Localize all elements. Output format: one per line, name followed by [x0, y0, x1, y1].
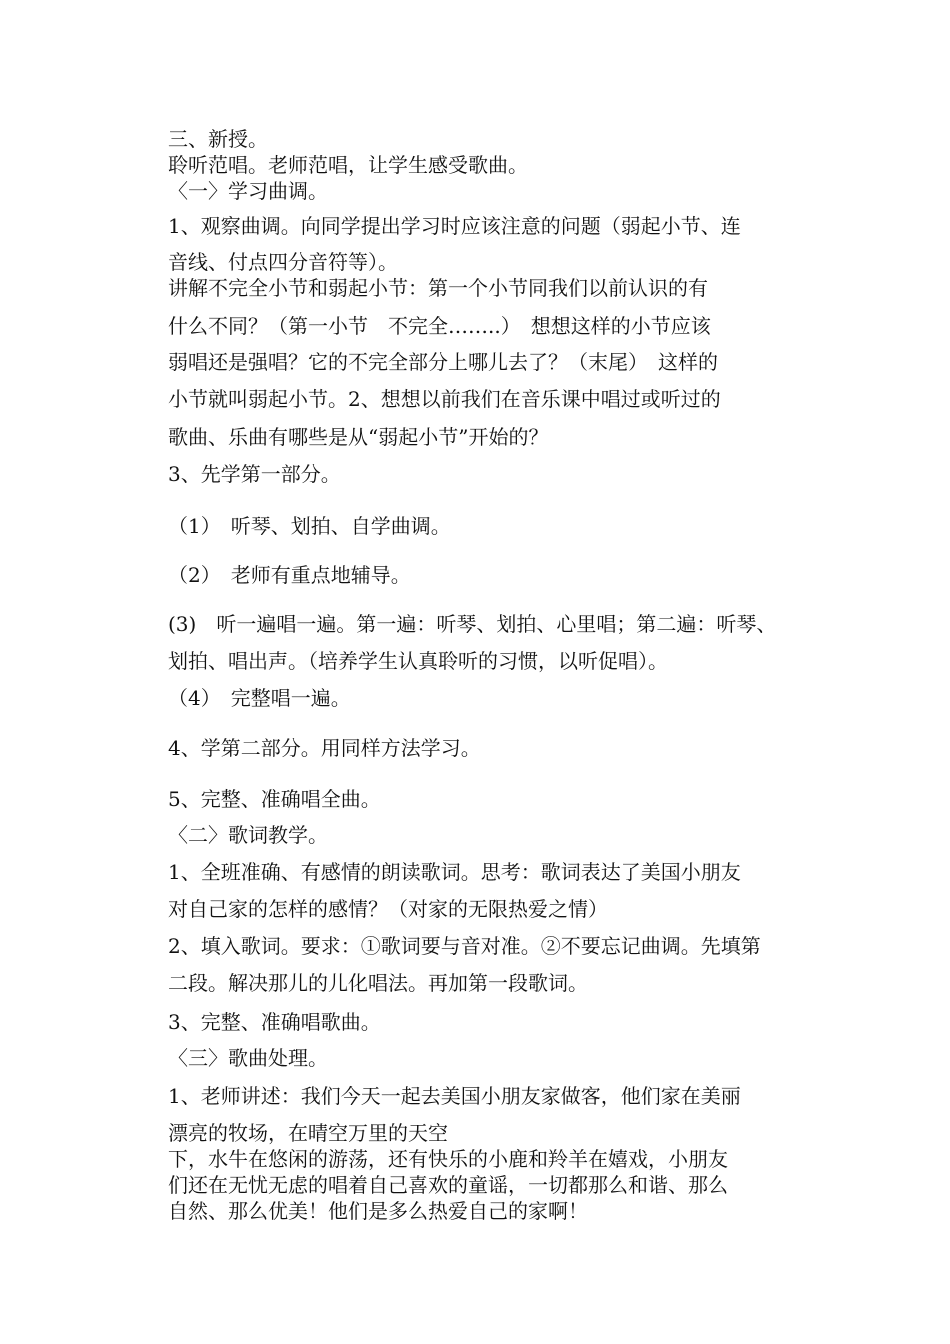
list-item: （2） 老师有重点地辅导。 [168, 563, 411, 587]
text-line: 二段。解决那儿的儿化唱法。再加第一段歌词。 [168, 971, 588, 995]
text-line: 漂亮的牧场，在晴空万里的天空 [168, 1121, 448, 1145]
text-line: 聆听范唱。老师范唱，让学生感受歌曲。 [168, 153, 528, 177]
text-line: 自然、那么优美！他们是多么热爱自己的家啊！ [168, 1199, 588, 1223]
subsection-heading: 〈一〉学习曲调。 [168, 179, 328, 203]
text-line: 1、全班准确、有感情的朗读歌词。思考：歌词表达了美国小朋友 [168, 860, 741, 884]
subsection-heading: 〈三〉歌曲处理。 [168, 1046, 328, 1070]
text-line: 音线、付点四分音符等）。 [168, 250, 398, 274]
text-line: 歌曲、乐曲有哪些是从“弱起小节”开始的？ [168, 425, 549, 449]
text-line: 弱唱还是强唱？它的不完全部分上哪儿去了？（末尾） 这样的 [168, 350, 718, 374]
list-item: （1） 听琴、划拍、自学曲调。 [168, 514, 451, 538]
text-line: 5、完整、准确唱全曲。 [168, 787, 381, 811]
text-line: 小节就叫弱起小节。2、想想以前我们在音乐课中唱过或听过的 [168, 387, 721, 411]
list-item: (3) 听一遍唱一遍。第一遍：听琴、划拍、心里唱；第二遍：听琴、 [168, 612, 777, 636]
text-line: 下，水牛在悠闲的游荡，还有快乐的小鹿和羚羊在嬉戏，小朋友 [168, 1147, 728, 1171]
text-line: 1、老师讲述：我们今天一起去美国小朋友家做客，他们家在美丽 [168, 1084, 741, 1108]
text-line: 对自己家的怎样的感情？（对家的无限热爱之情） [168, 897, 608, 921]
text-line: 讲解不完全小节和弱起小节：第一个小节同我们以前认识的有 [168, 276, 708, 300]
text-line: 3、完整、准确唱歌曲。 [168, 1010, 381, 1034]
text-line: 什么不同？（第一小节 不完全……..） 想想这样的小节应该 [168, 314, 711, 338]
text-line: 1、观察曲调。向同学提出学习时应该注意的问题（弱起小节、连 [168, 214, 741, 238]
section-heading: 三、新授。 [168, 127, 268, 151]
text-line: 2、填入歌词。要求：①歌词要与音对准。②不要忘记曲调。先填第 [168, 934, 761, 958]
subsection-heading: 〈二〉歌词教学。 [168, 823, 328, 847]
text-line: 3、先学第一部分。 [168, 462, 341, 486]
text-line: 4、学第二部分。用同样方法学习。 [168, 736, 481, 760]
text-line: 们还在无忧无虑的唱着自己喜欢的童谣，一切都那么和谐、那么 [168, 1173, 728, 1197]
list-item: （4） 完整唱一遍。 [168, 686, 351, 710]
text-line: 划拍、唱出声。（培养学生认真聆听的习惯，以听促唱）。 [168, 649, 668, 673]
